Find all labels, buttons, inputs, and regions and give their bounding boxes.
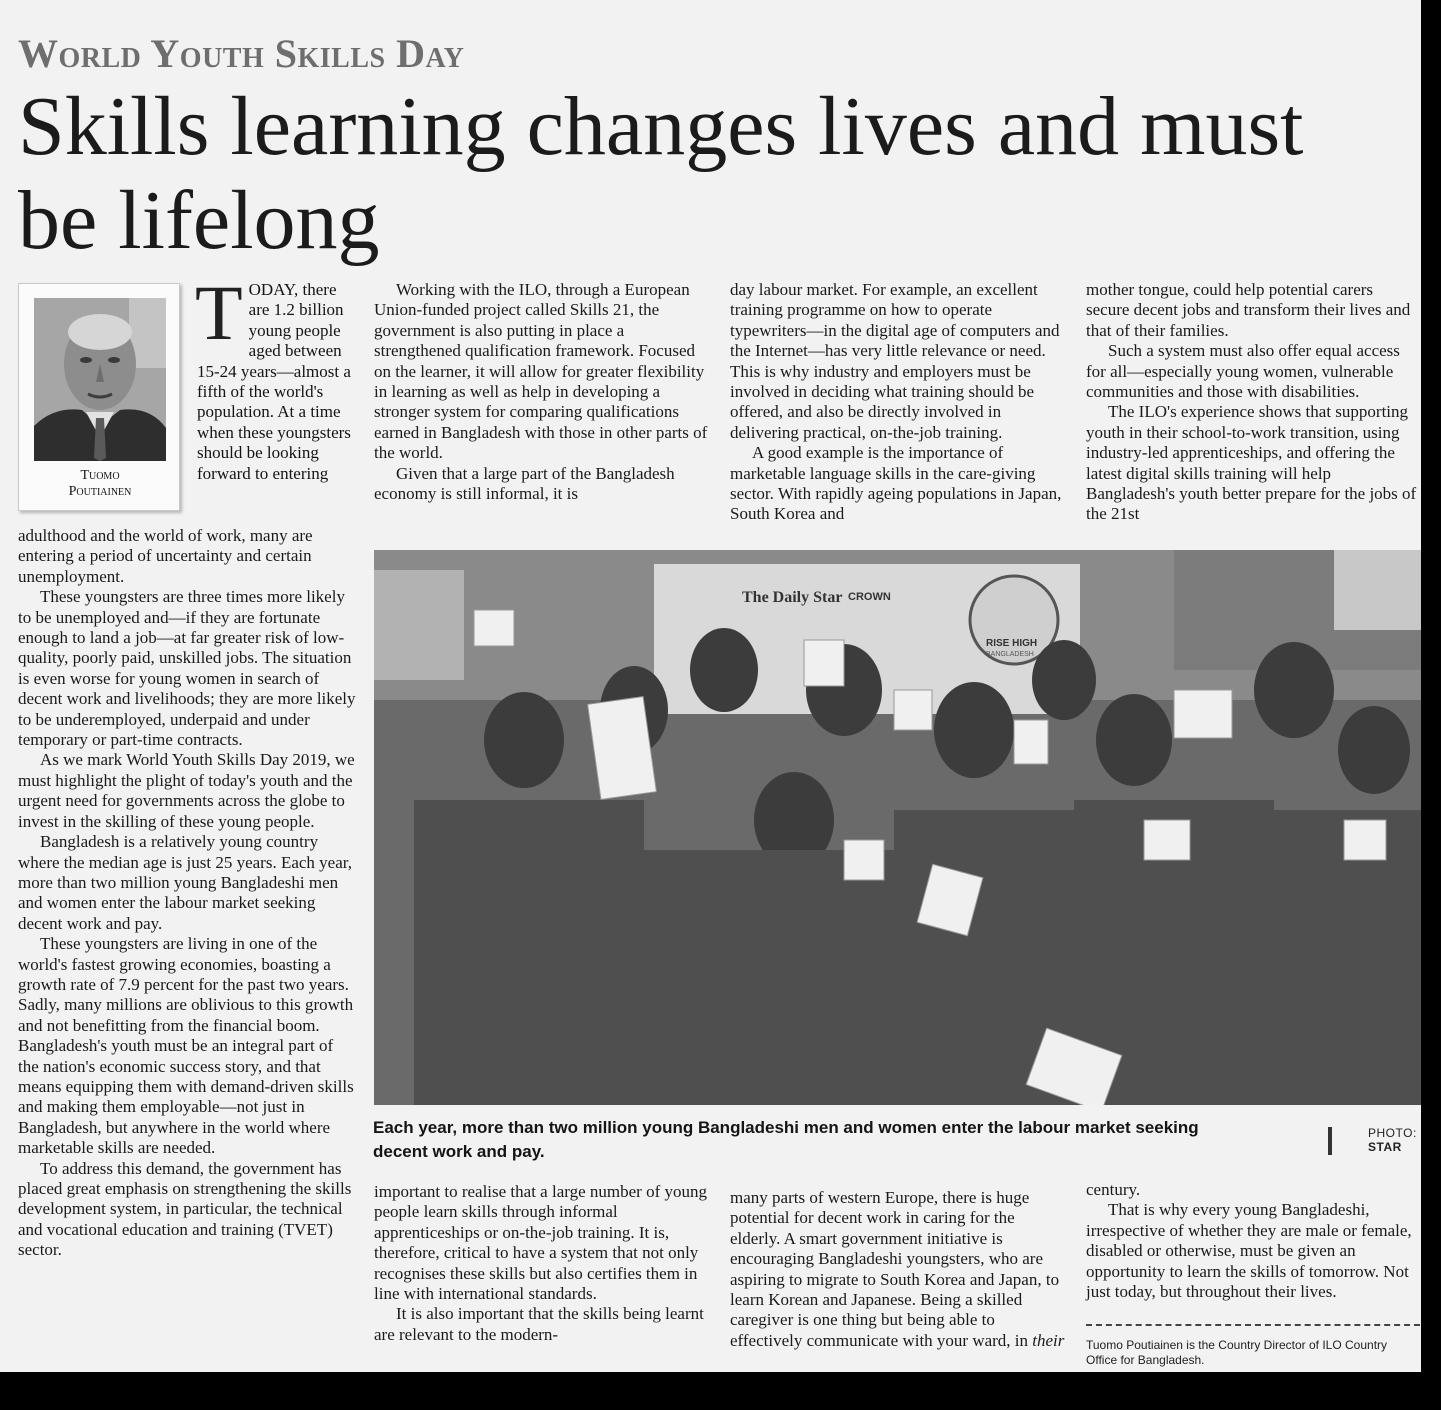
column-2-top xyxy=(374,280,710,504)
column-4-top xyxy=(1086,280,1420,525)
paragraph: Working with the ILO, through a European Union-funded project called Skills 21, the government is also putting in place a strengthened qualification framework. Focused on the learner, it will allow for greater flexibility in learning as well as help in developing a stronger system for comparing qualifications earned in Bangladesh with those in other parts of the world. xyxy=(374,280,708,463)
article-headline: Skills learning changes lives and must be lifelong xyxy=(18,80,1304,267)
paragraph: century. xyxy=(1086,1180,1141,1199)
paragraph: As we mark World Youth Skills Day 2019, we must highlight the plight of today's youth and the urgent need for governments across the globe to invest in the skilling of these young people. xyxy=(18,750,355,831)
scan-border-bottom xyxy=(0,1372,1441,1410)
banner-rise-text: RISE HIGH xyxy=(986,638,1038,649)
paragraph-text: many parts of western Europe, there is huge potential for decent work in caring for the elderly. A smart government initiative is encouraging Bangladeshi youngsters, who are aspiring to migrate to South Korea and Japan, to learn Korean and Japanese. Being a skilled caregiver is one thing but being able to effectively communicate with your ward, in xyxy=(730,1188,1060,1350)
drop-cap: T xyxy=(195,269,243,356)
photo-credit-label: PHOTO: xyxy=(1368,1126,1417,1140)
group-photo xyxy=(374,550,1421,1105)
author-name xyxy=(19,468,181,500)
paragraph: That is why every young Bangladeshi, irrespective of whether they are male or female, disabled or otherwise, must be given an opportunity to learn the skills of tomorrow. Not just today, but throughout their lives. xyxy=(1086,1200,1412,1302)
paragraph: Bangladesh is a relatively young country where the median age is just 25 years. Each year, more than two million young Bangladeshi men and women enter the labour market seeking decent work and pay. xyxy=(18,832,352,933)
scan-border-right xyxy=(1421,0,1441,1410)
paragraph: A good example is the importance of marketable language skills in the care-giving sector. With rapidly ageing populations in Japan, South Korea and xyxy=(730,443,1062,524)
paragraph xyxy=(730,1188,1068,1351)
author-portrait xyxy=(34,298,166,461)
column-3-top xyxy=(730,280,1068,525)
paragraph: To address this demand, the government has placed great emphasis on strengthening the skills development system, in particular, the technical and vocational education and training (TVET) sector. xyxy=(18,1158,352,1260)
paragraph: These youngsters are living in one of the world's fastest growing economies, boasting a growth rate of 7.9 percent for the past two years. Sadly, many millions are oblivious to this growth and not benefitting from the financial boom. Bangladesh's youth must be an integral part of the nation's economic success story, and that means equipping them with demand-driven skills and making them employable—not just in Bangladesh, but anywhere in the world where marketable skills are needed. xyxy=(18,934,354,1158)
paragraph: day labour market. For example, an excellent training programme on how to operate typewriters—in the digital age of computers and the Internet—has very little relevance or need. This is why industry and employers must be involved in deciding what training should be offered, and also be directly involved in delivering practical, on-the-job training. xyxy=(730,280,1060,442)
author-last-name: Poutiainen xyxy=(68,484,132,499)
photo-caption: Each year, more than two million young Bangladeshi men and women enter the labour market seeking decent work and pay. xyxy=(373,1118,1199,1161)
paragraph: Given that a large part of the Bangladesh economy is still informal, it is xyxy=(374,463,675,504)
section-kicker: World Youth Skills Day xyxy=(18,31,465,76)
author-portrait-drawing xyxy=(34,298,166,461)
photo-credit-source: STAR xyxy=(1368,1140,1402,1154)
column-4-bottom xyxy=(1086,1180,1420,1302)
paragraph: It is also important that the skills being learnt are relevant to the modern- xyxy=(374,1304,704,1344)
column-3-bottom xyxy=(730,1188,1068,1351)
author-first-name: Tuomo xyxy=(80,468,120,483)
column-2-bottom xyxy=(374,1182,710,1345)
paragraph: important to realise that a large number of young people learn skills through informal apprenticeships or on-the-job training. It is, therefore, critical to have a system that not only recognises these skills but also certifies them in line with international standards. xyxy=(374,1182,707,1304)
photo-credit-divider xyxy=(1328,1127,1332,1155)
author-box xyxy=(18,283,180,511)
paragraph: The ILO's experience shows that supporting youth in their school-to-work transition, using industry-led apprenticeships, and offering the latest digital skills training will help Bangladesh's youth better prepare for the jobs of the 21st xyxy=(1086,402,1417,524)
author-bio-note: Tuomo Poutiainen is the Country Director of ILO Country Office for Bangladesh. xyxy=(1086,1338,1388,1367)
paragraph: These youngsters are three times more likely to be unemployed and—if they are fortunate enough to land a job—at far greater risk of low-quality, poorly paid, unskilled jobs. The situation is even worse for young women in search of decent work and livelihoods; they are more likely to be underemployed, underpaid and under temporary or part-time contracts. xyxy=(18,587,356,750)
paragraph: mother tongue, could help potential carers secure decent jobs and transform their lives and that of their families. xyxy=(1086,280,1411,340)
footer-divider xyxy=(1086,1324,1420,1326)
column-1 xyxy=(18,526,356,1261)
paragraph: adulthood and the world of work, many are entering a period of uncertainty and certain unemployment. xyxy=(18,526,313,586)
banner-logo-text: The Daily Star xyxy=(742,589,843,606)
lead-paragraph xyxy=(195,269,355,484)
banner-crown-text: CROWN xyxy=(848,591,891,603)
italic-word: their xyxy=(1032,1330,1065,1350)
paragraph: Such a system must also offer equal access for all—especially young women, vulnerable communities and those with disabilities. xyxy=(1086,341,1400,402)
group-photo-drawing xyxy=(374,550,1421,1105)
banner-rise-subtext: BANGLADESH xyxy=(986,651,1034,658)
lead-text: ODAY, there are 1.2 billion young people aged between 15-24 years—almost a fifth of the world's population. At a time when these youngsters should be looking forward to entering xyxy=(197,280,351,483)
photo-credit xyxy=(1368,1126,1417,1154)
